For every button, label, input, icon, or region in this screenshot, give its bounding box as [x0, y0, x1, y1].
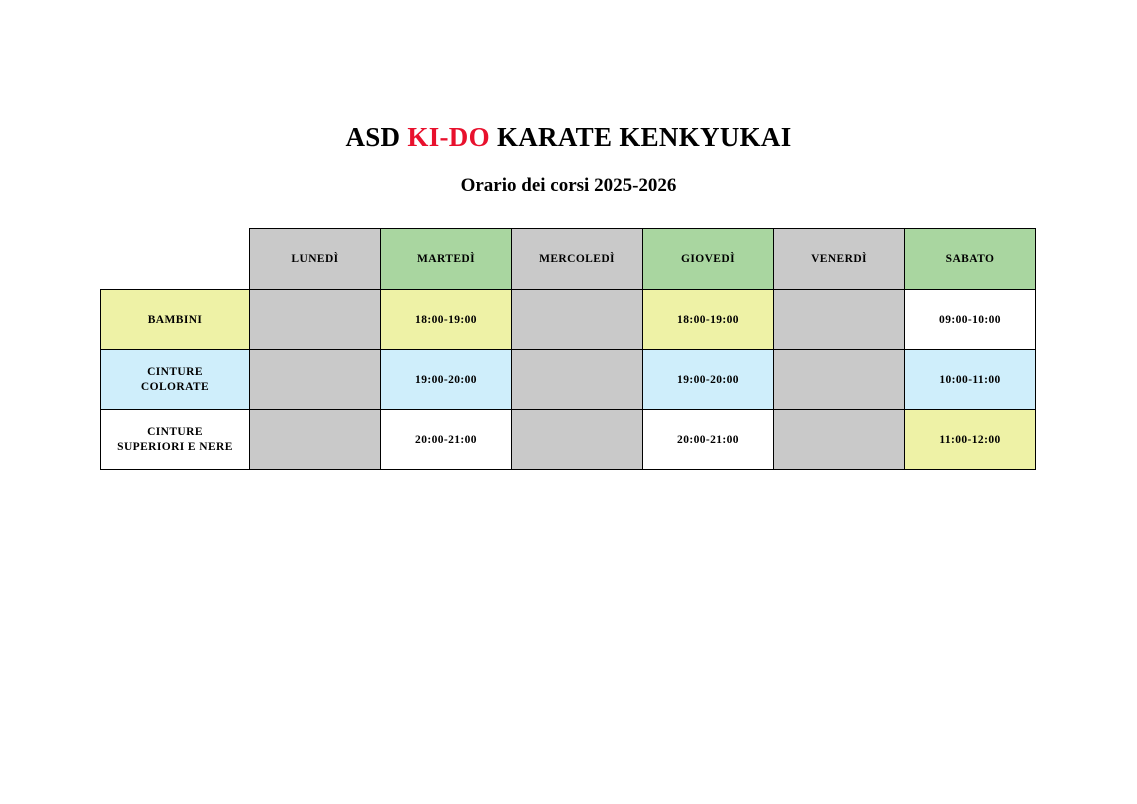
cell-colorate-mercoledi: [512, 350, 643, 410]
cell-colorate-venerdi: [774, 350, 905, 410]
title-accent: KI-DO: [407, 122, 490, 152]
table-row: [101, 290, 1036, 350]
cell-colorate-sabato: 10:00-11:00: [905, 350, 1036, 410]
cell-superiori-lunedi: [250, 410, 381, 470]
cell-colorate-giovedi: 19:00-20:00: [643, 350, 774, 410]
cell-bambini-venerdi: [774, 290, 905, 350]
cell-colorate-lunedi: [250, 350, 381, 410]
cell-superiori-venerdi: [774, 410, 905, 470]
cell-superiori-mercoledi: [512, 410, 643, 470]
page-title: [0, 122, 1137, 153]
cell-bambini-sabato: 09:00-10:00: [905, 290, 1036, 350]
column-header-lunedi: LUNEDÌ: [250, 229, 381, 290]
title-suffix: KARATE KENKYUKAI: [489, 122, 792, 152]
column-header-martedi: MARTEDÌ: [381, 229, 512, 290]
title-prefix: ASD: [345, 122, 408, 152]
column-header-giovedi: GIOVEDÌ: [643, 229, 774, 290]
cell-superiori-martedi: 20:00-21:00: [381, 410, 512, 470]
row-header-bambini: BAMBINI: [101, 290, 250, 350]
row-header-line-2: COLORATE: [140, 380, 210, 393]
schedule-table: [100, 228, 1036, 470]
column-header-sabato: SABATO: [905, 229, 1036, 290]
page-subtitle: Orario dei corsi 2025-2026: [460, 175, 677, 196]
table-header-row: [101, 229, 1036, 290]
cell-bambini-mercoledi: [512, 290, 643, 350]
row-header-line-2: SUPERIORI E NERE: [117, 440, 233, 453]
column-header-mercoledi: MERCOLEDÌ: [512, 229, 643, 290]
cell-bambini-giovedi: 18:00-19:00: [643, 290, 774, 350]
column-header-venerdi: VENERDÌ: [774, 229, 905, 290]
cell-superiori-sabato: 11:00-12:00: [905, 410, 1036, 470]
row-header-cinture-colorate: [101, 350, 250, 410]
table-row: [101, 350, 1036, 410]
cell-bambini-lunedi: [250, 290, 381, 350]
table-row: [101, 410, 1036, 470]
cell-bambini-martedi: 18:00-19:00: [381, 290, 512, 350]
cell-colorate-martedi: 19:00-20:00: [381, 350, 512, 410]
row-header-cinture-superiori-e-nere: [101, 410, 250, 470]
cell-superiori-giovedi: 20:00-21:00: [643, 410, 774, 470]
table-corner-cell: [101, 229, 250, 290]
row-header-line-1: CINTURE: [147, 426, 203, 439]
row-header-line-1: CINTURE: [147, 366, 203, 379]
